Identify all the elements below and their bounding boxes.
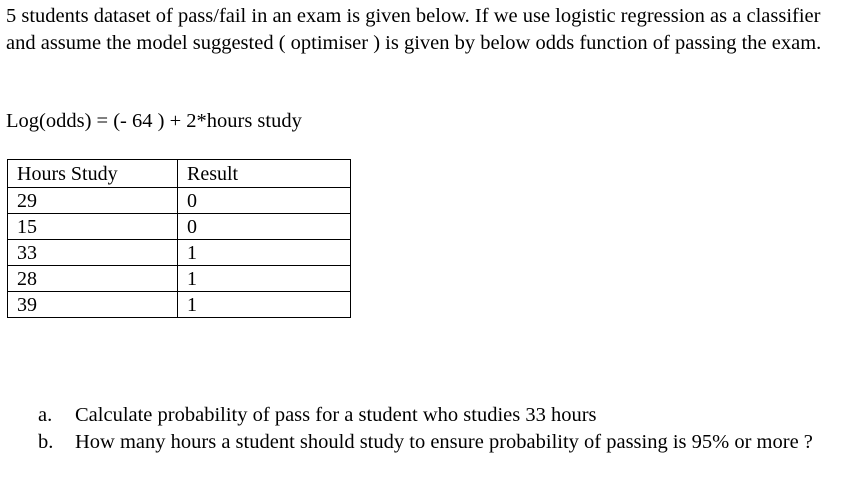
- question-b: [38, 429, 838, 456]
- table-header-row: [8, 160, 351, 188]
- table-row: [8, 292, 351, 318]
- table-row: [8, 266, 351, 292]
- hours-cell: 33: [8, 240, 178, 266]
- result-cell: 0: [178, 188, 351, 214]
- dataset-table: [7, 159, 351, 318]
- question-text: Calculate probability of pass for a student who studies 33 hours: [75, 404, 597, 426]
- table-row: [8, 188, 351, 214]
- header-result: Result: [178, 160, 351, 188]
- hours-cell: 29: [8, 188, 178, 214]
- question-list: [38, 402, 838, 456]
- log-odds-formula: Log(odds) = (- 64 ) + 2*hours study: [6, 110, 302, 132]
- question-marker: a.: [38, 404, 53, 426]
- table-row: [8, 240, 351, 266]
- result-cell: 1: [178, 240, 351, 266]
- result-cell: 0: [178, 214, 351, 240]
- hours-cell: 15: [8, 214, 178, 240]
- result-cell: 1: [178, 266, 351, 292]
- header-hours-study: Hours Study: [8, 160, 178, 188]
- table-row: [8, 214, 351, 240]
- hours-cell: 28: [8, 266, 178, 292]
- hours-cell: 39: [8, 292, 178, 318]
- question-a: [38, 402, 838, 429]
- result-cell: 1: [178, 292, 351, 318]
- question-marker: b.: [38, 431, 54, 453]
- problem-statement: 5 students dataset of pass/fail in an exam is given below. If we use logistic regression as a classifier and assume the model suggested ( optimiser ) is given by below odds function of passing the exam.: [6, 5, 822, 54]
- question-text: How many hours a student should study to ensure probability of passing is 95% or more ?: [75, 431, 813, 453]
